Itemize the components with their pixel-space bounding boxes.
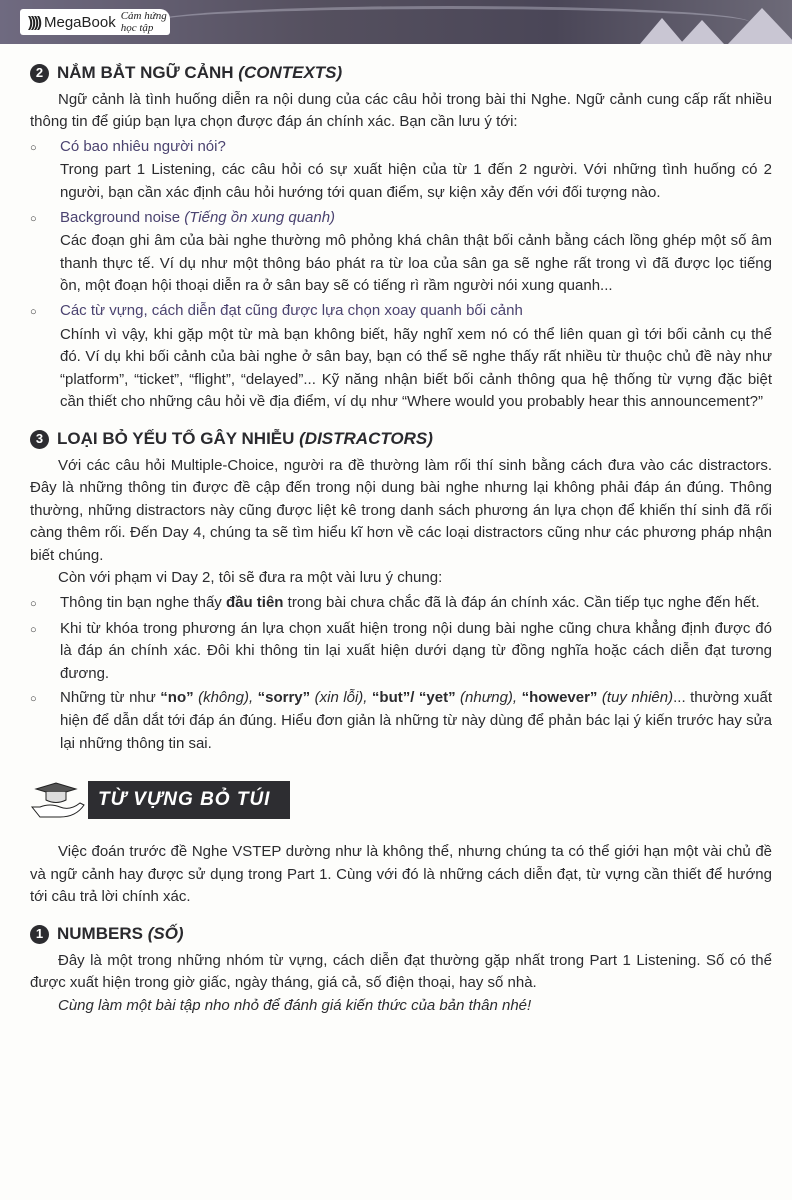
section-number-badge: 1 [30,925,49,944]
bullet-text: Chính vì vậy, khi gặp một từ mà bạn không biết, hãy nghĩ xem nó có thể liên quan gì tới bối cảnh cụ thể đó. Ví dụ khi bối cảnh của bài nghe ở sân bay, bạn có thể sẽ nghe thấy rất nhiều từ thuộc chủ đề này như “platform”, “ticket”, “flight”, “delayed”... Kỹ năng nhận biết bối cảnh thông qua hệ thống từ vựng đặc biệt cần thiết cho những câu hỏi về địa điểm, ví dụ như “Where would you probably hear this announcement?” [60,325,772,411]
section-number-badge: 3 [30,430,49,449]
bullet-text: Các đoạn ghi âm của bài nghe thường mô phỏng khá chân thật bối cảnh bằng cách lồng ghép một số âm thanh thực tế. Ví dụ như một thông báo phát ra từ loa của sân ga sẽ nghe rất trong vì đã được lọc tiếng ồn, một đoạn hội thoại diễn ra ở sân bay sẽ có tiếng rì rầm người nói xung quanh... [60,232,772,295]
logo-mark-icon: )))) [28,13,40,31]
hollow-circle-bullet-icon: ○ [30,693,37,706]
paragraph-italic: Cùng làm một bài tập nho nhỏ để đánh giá kiến thức của bản thân nhé! [58,996,532,1014]
bullet-text: trong bài chưa chắc đã là đáp án chính xác. Cần tiếp tục nghe đến hết. [283,594,760,612]
list-item [30,300,772,324]
hollow-circle-bullet-icon: ○ [30,598,37,611]
bullet-text-segment: (không), [193,689,258,707]
bullet-label: Background noise [60,208,185,226]
bullet-text-segment: (xin lỗi), [310,689,372,707]
bullet-text-segment: Những từ như [60,689,161,707]
bullet-text-segment: (tuy nhiên) [597,689,674,707]
page-content [30,62,772,1017]
vocab-banner-title: TỪ VỰNG BỎ TÚI [88,781,290,819]
paragraph: Việc đoán trước đề Nghe VSTEP dường như là không thể, nhưng chúng ta có thể giới hạn một vài chủ đề và ngữ cảnh hay được sử dụng trong Part 1. Cùng với đó là những cách diễn đạt, từ vựng cần thiết để hướng tới câu trả lời chính xác. [30,843,772,906]
hollow-circle-bullet-icon: ○ [30,305,37,318]
heading-text: LOẠI BỎ YẾU TỐ GÂY NHIỄU [57,428,295,448]
bullet-label-italic: (Tiếng ồn xung quanh) [184,208,336,226]
brand-name: MegaBook [43,13,116,31]
paragraph: Còn với phạm vi Day 2, tôi sẽ đưa ra một vài lưu ý chung: [58,569,443,587]
heading-text: NẮM BẮT NGỮ CẢNH [57,63,234,82]
bullet-text: Thông tin bạn nghe thấy [60,594,226,612]
heading-text-en: (SỐ) [147,924,184,943]
brand-slogan: Cảm hứng học tập [120,10,167,34]
list-item [30,207,772,231]
heading-text-en: (CONTEXTS) [238,63,343,82]
section-heading-numbers [30,923,772,946]
paragraph: Ngữ cảnh là tình huống diễn ra nội dung của các câu hỏi trong bài thi Nghe. Ngữ cảnh cung cấp rất nhiều thông tin để giúp bạn lựa chọn được đáp án chính xác. Bạn cần lưu ý tới: [30,90,772,131]
mountain-icon [680,20,724,44]
megabook-logo [20,9,170,35]
list-item [30,136,772,160]
header-banner [0,0,792,44]
bullet-text-segment: “sorry” [257,689,311,707]
graduation-cap-hand-icon [30,781,88,819]
bullet-text-segment: (nhưng), [455,689,522,707]
hollow-circle-bullet-icon: ○ [30,623,37,636]
heading-text-en: (DISTRACTORS) [299,428,433,448]
bullet-text-segment: “no” [160,689,194,707]
list-item [30,592,772,616]
bullet-text-segment: “however” [521,689,598,707]
bullet-text-segment: ... thường xuất hiện để dẫn dắt tới đáp án đúng. Hiểu đơn giản là những từ này dùng để phản bác lại ý kiến trước hay sửa lại những thông tin sai. [60,689,772,752]
bullet-label: Các từ vựng, cách diễn đạt cũng được lựa chọn xoay quanh bối cảnh [60,301,523,319]
hollow-circle-bullet-icon: ○ [30,141,37,154]
vocab-banner [30,781,772,819]
bullet-text [60,687,772,755]
hollow-circle-bullet-icon: ○ [30,212,37,225]
list-item [30,618,772,686]
paragraph: Với các câu hỏi Multiple-Choice, người ra đề thường làm rối thí sinh bằng cách đưa vào các distractors. Đây là những thông tin được đề cập đến trong nội dung bài nghe nhưng lại không phải đáp án đúng. Thông thường, những distractors này cũng được liệt kê trong danh sách phương án lựa chọn để khiến thí sinh đã rối càng thêm rối. Đến Day 4, chúng ta sẽ tìm hiểu kĩ hơn về các loại distractors cũng như các phương pháp nhận biết chúng. [30,456,772,564]
bullet-text-segment: “but”/ “yet” [371,689,456,707]
bullet-text: Trong part 1 Listening, các câu hỏi có sự xuất hiện của từ 1 đến 2 người. Với những tình huống có 2 người, bạn cần xác định câu hỏi hướng tới quan điểm, sự kiện xảy đến với đối tượng nào. [60,161,772,201]
bullet-text: Khi từ khóa trong phương án lựa chọn xuất hiện trong nội dung bài nghe cũng chưa khẳng định được đó là đáp án chính xác. Đôi khi thông tin lại xuất hiện dưới dạng từ đồng nghĩa hoặc cách diễn đạt tương đương. [60,619,772,682]
bullet-label: Có bao nhiêu người nói? [60,137,226,155]
section-heading-contexts [30,62,772,85]
bullet-text-bold: đầu tiên [225,594,284,612]
heading-text: NUMBERS [57,924,143,943]
section-number-badge: 2 [30,64,49,83]
mountain-icon [728,8,792,44]
section-heading-distractors [30,428,772,451]
list-item [30,687,772,755]
mountain-icon [640,18,684,44]
paragraph: Đây là một trong những nhóm từ vựng, cách diễn đạt thường gặp nhất trong Part 1 Listening. Số có thể được xuất hiện trong giờ giấc, ngày tháng, giá cả, số điện thoại, hay số nhà. [30,951,772,992]
